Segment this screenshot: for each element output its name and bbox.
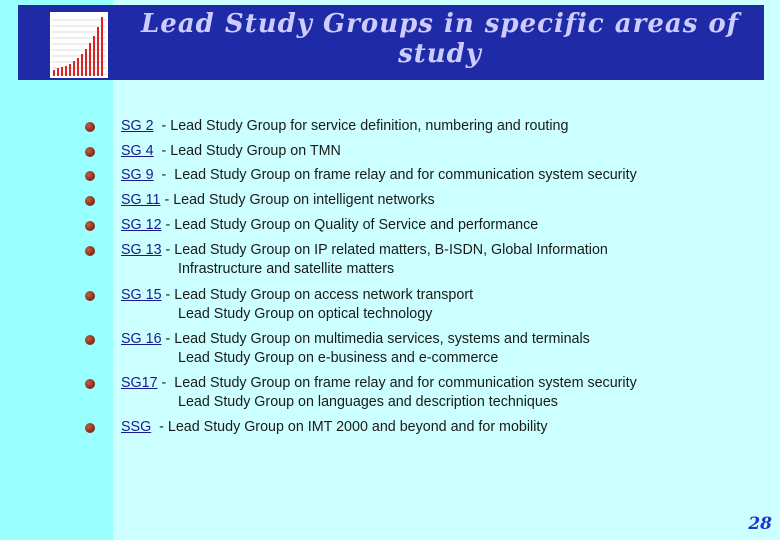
list-item-description: - Lead Study Group on Quality of Service and performance: [161, 217, 539, 233]
study-group-link[interactable]: SG 16: [121, 331, 162, 347]
list-item-text: [121, 286, 473, 305]
list-item-text: [121, 330, 590, 349]
study-group-link[interactable]: SG 13: [121, 242, 162, 258]
bullet-icon: [85, 423, 95, 433]
study-group-link[interactable]: SG 11: [121, 192, 161, 208]
page-title: [120, 9, 760, 69]
list-item-description: - Lead Study Group on intelligent networks: [160, 192, 435, 208]
list-item-text: [121, 142, 341, 161]
bullet-icon: [85, 335, 95, 345]
study-group-link[interactable]: SG 15: [121, 287, 162, 303]
list-item-continuation: Infrastructure and satellite matters: [178, 261, 395, 277]
bullet-icon: [85, 122, 95, 132]
list-item-continuation: Lead Study Group on e-business and e-commerce: [178, 350, 499, 366]
list-item-description: - Lead Study Group on IP related matters, B-ISDN, Global Information: [161, 242, 608, 258]
list-item-description: - Lead Study Group on IMT 2000 and beyond and for mobility: [151, 419, 548, 435]
page-number: 28: [748, 514, 772, 534]
study-group-link[interactable]: SG17: [121, 375, 158, 391]
bullet-icon: [85, 147, 95, 157]
list-item-description: - Lead Study Group on access network transport: [161, 287, 474, 303]
list-item-text: [121, 191, 435, 210]
left-strip: [0, 0, 113, 540]
list-item-description: - Lead Study Group on frame relay and for communication system security: [153, 167, 637, 183]
list-item-text: [121, 374, 637, 393]
study-group-link[interactable]: SSG: [121, 419, 152, 435]
study-group-link[interactable]: SG 2: [121, 118, 154, 134]
list-item-text: [121, 241, 608, 260]
page-title-line1: Lead Study Groups in specific areas of: [141, 9, 739, 39]
list-item-continuation: Lead Study Group on languages and description techniques: [178, 394, 558, 410]
list-item-text: [121, 117, 568, 136]
bullet-icon: [85, 379, 95, 389]
page-title-line2: study: [398, 39, 482, 69]
list-item-description: - Lead Study Group on TMN: [153, 143, 341, 159]
list-item-text: [121, 418, 548, 437]
list-item-text: [121, 216, 538, 235]
list-item-description: - Lead Study Group on frame relay and for communication system security: [157, 375, 637, 391]
bullet-icon: [85, 221, 95, 231]
study-group-link[interactable]: SG 9: [121, 167, 154, 183]
study-group-link[interactable]: SG 4: [121, 143, 154, 159]
bar-chart-logo: [50, 12, 108, 78]
list-item-continuation: Lead Study Group on optical technology: [178, 306, 433, 322]
list-item-text: [121, 166, 637, 185]
list-item-description: - Lead Study Group for service definition, numbering and routing: [153, 118, 569, 134]
list-item-description: - Lead Study Group on multimedia services, systems and terminals: [161, 331, 590, 347]
bullet-icon: [85, 171, 95, 181]
bar-chart-logo-graphic: [50, 12, 108, 78]
bullet-icon: [85, 246, 95, 256]
study-group-link[interactable]: SG 12: [121, 217, 162, 233]
bullet-icon: [85, 291, 95, 301]
bullet-icon: [85, 196, 95, 206]
